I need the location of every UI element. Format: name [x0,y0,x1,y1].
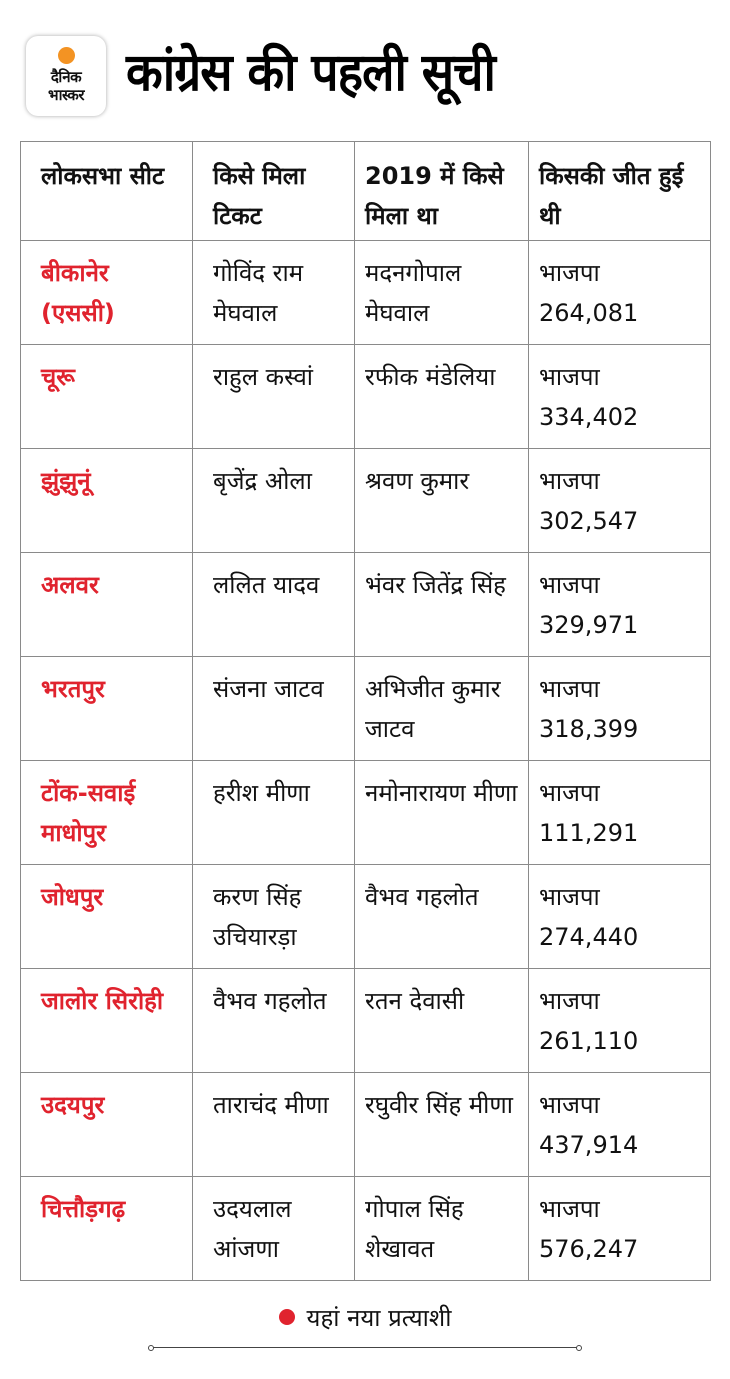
winner-party: भाजपा [539,675,600,703]
candidate-2019-cell: गोपाल सिंह शेखावत [355,1177,529,1281]
seat-cell: जालोर सिरोही [21,969,193,1073]
candidate-2019-cell: मदनगोपाल मेघवाल [355,241,529,345]
legend-label: यहां नया प्रत्याशी [306,1304,452,1332]
winning-margin: 302,547 [539,507,639,535]
winner-party: भाजपा [539,571,600,599]
candidate-cell: राहुल कस्वां [193,345,355,449]
table-row [21,241,711,345]
winner-cell [529,1177,711,1281]
column-header-seat: लोकसभा सीट [21,142,193,241]
seat-cell: भरतपुर [21,657,193,761]
winner-cell [529,345,711,449]
winning-margin: 329,971 [539,611,639,639]
winner-party: भाजपा [539,259,600,287]
winner-cell [529,657,711,761]
dainik-bhaskar-logo [26,36,106,116]
winner-party: भाजपा [539,987,600,1015]
candidate-2019-cell: नमोनारायण मीणा [355,761,529,865]
winning-margin: 111,291 [539,819,639,847]
table-header-row [21,142,711,241]
table-row [21,1177,711,1281]
table-row [21,345,711,449]
logo-line-1: दैनिक [50,68,82,86]
seat-cell: अलवर [21,553,193,657]
winner-cell [529,761,711,865]
winner-cell [529,241,711,345]
winner-party: भाजपा [539,1195,600,1223]
logo-line-2: भास्कर [48,86,84,104]
red-dot-icon [279,1309,295,1325]
winner-party: भाजपा [539,779,600,807]
winner-cell [529,553,711,657]
winner-party: भाजपा [539,1091,600,1119]
candidate-cell: करण सिंह उचियारड़ा [193,865,355,969]
table-row [21,761,711,865]
seat-cell: बीकानेर (एससी) [21,241,193,345]
winner-cell [529,969,711,1073]
seat-cell: झुंझुनूं [21,449,193,553]
winner-party: भाजपा [539,363,600,391]
column-header-winner: किसकी जीत हुई थी [529,142,711,241]
winner-cell [529,1073,711,1177]
table-row [21,657,711,761]
candidate-cell: बृजेंद्र ओला [193,449,355,553]
seat-cell: उदयपुर [21,1073,193,1177]
seat-cell: चूरू [21,345,193,449]
seat-cell: चित्तौड़गढ़ [21,1177,193,1281]
candidate-2019-cell: रघुवीर सिंह मीणा [355,1073,529,1177]
candidate-cell: ललित यादव [193,553,355,657]
candidate-cell: ताराचंद मीणा [193,1073,355,1177]
table-row [21,865,711,969]
table-row [21,969,711,1073]
table-row [21,449,711,553]
candidate-cell: संजना जाटव [193,657,355,761]
winner-party: भाजपा [539,467,600,495]
table-row [21,553,711,657]
winning-margin: 576,247 [539,1235,639,1263]
candidate-2019-cell: श्रवण कुमार [355,449,529,553]
header [0,0,730,140]
page-title: कांग्रेस की पहली सूची [126,43,496,103]
winning-margin: 261,110 [539,1027,639,1055]
divider [153,1347,577,1348]
winner-cell [529,449,711,553]
winner-party: भाजपा [539,883,600,911]
winning-margin: 437,914 [539,1131,639,1159]
candidate-cell: वैभव गहलोत [193,969,355,1073]
seat-cell: जोधपुर [21,865,193,969]
candidate-2019-cell: भंवर जितेंद्र सिंह [355,553,529,657]
winning-margin: 334,402 [539,403,639,431]
legend [0,1300,730,1336]
winner-cell [529,865,711,969]
candidate-2019-cell: अभिजीत कुमार जाटव [355,657,529,761]
candidate-cell: हरीश मीणा [193,761,355,865]
column-header-candidate: किसे मिला टिकट [193,142,355,241]
winning-margin: 274,440 [539,923,639,951]
candidate-2019-cell: रफीक मंडेलिया [355,345,529,449]
table-row [21,1073,711,1177]
winning-margin: 264,081 [539,299,639,327]
column-header-candidate-2019: 2019 में किसे मिला था [355,142,529,241]
seat-cell: टोंक-सवाई माधोपुर [21,761,193,865]
candidate-2019-cell: रतन देवासी [355,969,529,1073]
sun-icon [58,47,75,64]
candidate-2019-cell: वैभव गहलोत [355,865,529,969]
winning-margin: 318,399 [539,715,639,743]
candidate-cell: गोविंद राम मेघवाल [193,241,355,345]
candidate-table [20,141,711,1281]
candidate-cell: उदयलाल आंजणा [193,1177,355,1281]
